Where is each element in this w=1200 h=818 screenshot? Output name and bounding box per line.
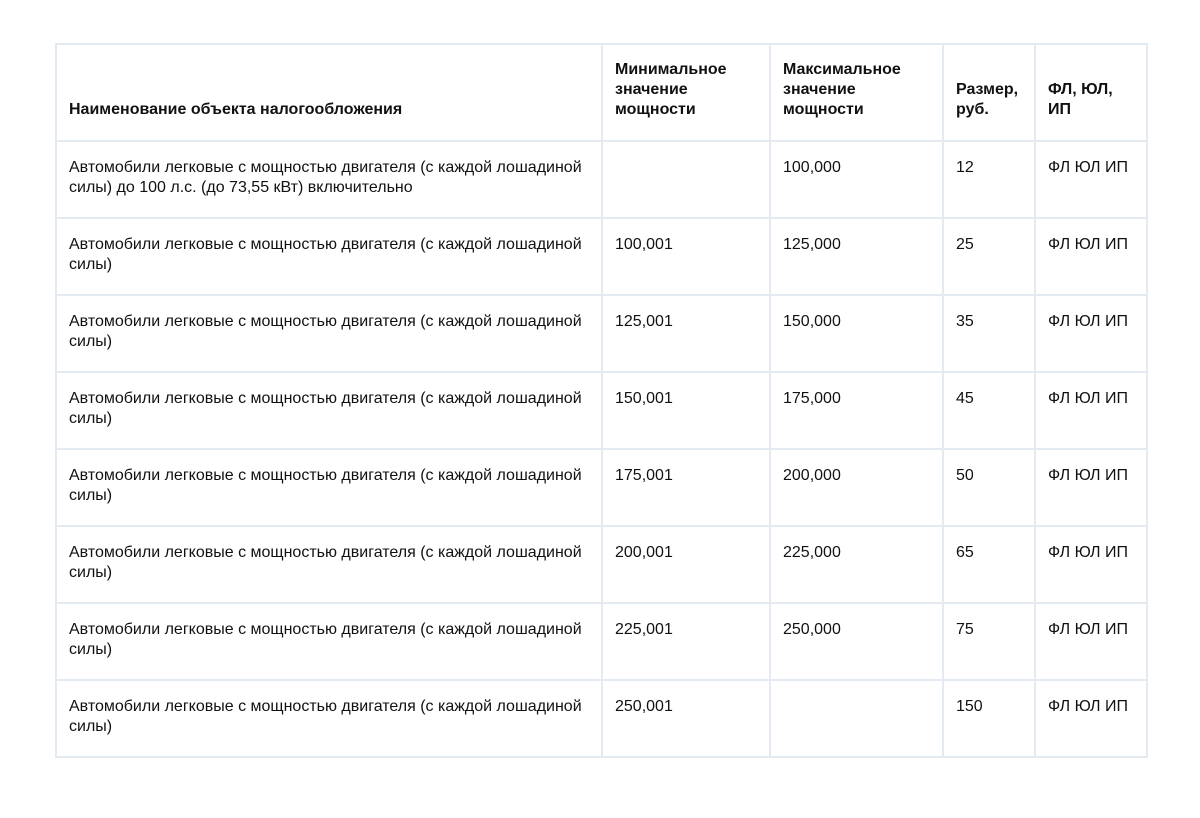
table-row (56, 526, 1147, 603)
tax-rates-table (55, 43, 1148, 758)
cell-object-name: Автомобили легковые с мощностью двигателя (с каждой лошадиной силы) (56, 680, 602, 757)
cell-object-name: Автомобили легковые с мощностью двигателя (с каждой лошадиной силы) (56, 449, 602, 526)
cell-max-power: 100,000 (770, 141, 943, 218)
cell-min-power: 225,001 (602, 603, 770, 680)
table-row (56, 218, 1147, 295)
table-row (56, 680, 1147, 757)
table-row (56, 603, 1147, 680)
cell-max-power: 175,000 (770, 372, 943, 449)
cell-payers: ФЛ ЮЛ ИП (1035, 295, 1147, 372)
cell-object-name: Автомобили легковые с мощностью двигателя (с каждой лошадиной силы) до 100 л.с. (до 73,55 кВт) включительно (56, 141, 602, 218)
table-row (56, 141, 1147, 218)
cell-rate: 25 (943, 218, 1035, 295)
header-rate: Размер, руб. (943, 44, 1035, 141)
table-header-row (56, 44, 1147, 141)
header-object-name: Наименование объекта налогообложения (56, 44, 602, 141)
table-row (56, 372, 1147, 449)
cell-min-power: 250,001 (602, 680, 770, 757)
cell-rate: 75 (943, 603, 1035, 680)
cell-min-power: 100,001 (602, 218, 770, 295)
cell-min-power: 200,001 (602, 526, 770, 603)
cell-object-name: Автомобили легковые с мощностью двигателя (с каждой лошадиной силы) (56, 603, 602, 680)
cell-object-name: Автомобили легковые с мощностью двигателя (с каждой лошадиной силы) (56, 372, 602, 449)
table-row (56, 449, 1147, 526)
cell-payers: ФЛ ЮЛ ИП (1035, 603, 1147, 680)
cell-rate: 150 (943, 680, 1035, 757)
cell-max-power: 125,000 (770, 218, 943, 295)
table-row (56, 295, 1147, 372)
cell-payers: ФЛ ЮЛ ИП (1035, 680, 1147, 757)
cell-min-power: 150,001 (602, 372, 770, 449)
cell-payers: ФЛ ЮЛ ИП (1035, 372, 1147, 449)
cell-min-power: 175,001 (602, 449, 770, 526)
cell-max-power: 250,000 (770, 603, 943, 680)
cell-rate: 12 (943, 141, 1035, 218)
header-payers: ФЛ, ЮЛ, ИП (1035, 44, 1147, 141)
cell-min-power (602, 141, 770, 218)
cell-payers: ФЛ ЮЛ ИП (1035, 141, 1147, 218)
cell-object-name: Автомобили легковые с мощностью двигателя (с каждой лошадиной силы) (56, 526, 602, 603)
cell-rate: 35 (943, 295, 1035, 372)
cell-max-power: 225,000 (770, 526, 943, 603)
header-min-power: Минимальное значение мощности (602, 44, 770, 141)
cell-rate: 50 (943, 449, 1035, 526)
cell-object-name: Автомобили легковые с мощностью двигателя (с каждой лошадиной силы) (56, 218, 602, 295)
cell-max-power (770, 680, 943, 757)
cell-payers: ФЛ ЮЛ ИП (1035, 449, 1147, 526)
cell-rate: 45 (943, 372, 1035, 449)
cell-rate: 65 (943, 526, 1035, 603)
cell-object-name: Автомобили легковые с мощностью двигателя (с каждой лошадиной силы) (56, 295, 602, 372)
cell-payers: ФЛ ЮЛ ИП (1035, 526, 1147, 603)
cell-max-power: 200,000 (770, 449, 943, 526)
header-max-power: Максимальное значение мощности (770, 44, 943, 141)
cell-max-power: 150,000 (770, 295, 943, 372)
cell-min-power: 125,001 (602, 295, 770, 372)
cell-payers: ФЛ ЮЛ ИП (1035, 218, 1147, 295)
